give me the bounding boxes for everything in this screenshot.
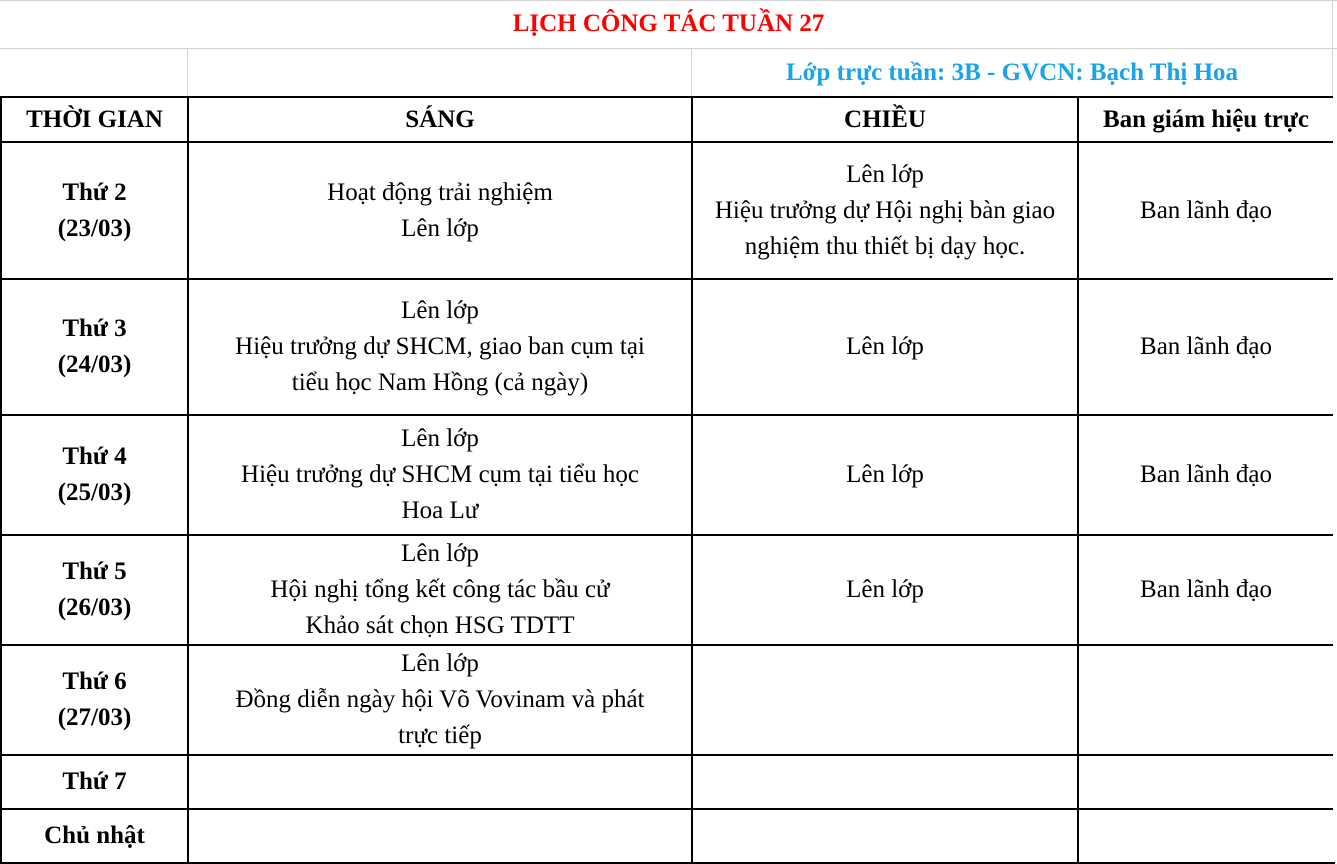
morning-cell: [188, 535, 692, 645]
morning-cell: [188, 755, 692, 809]
morning-cell-line: Lên lớp: [401, 425, 479, 452]
day-date: (26/03): [57, 594, 132, 621]
day-cell: [1, 415, 188, 535]
day-cell: [1, 645, 188, 755]
afternoon-cell: [692, 279, 1078, 415]
table-row: [1, 535, 1334, 645]
day-name: Thứ 7: [62, 768, 127, 795]
morning-cell-line: Khảo sát chọn HSG TDTT: [305, 612, 575, 639]
day-name: Thứ 4: [62, 443, 127, 470]
day-date: (23/03): [57, 214, 132, 242]
afternoon-cell-line: nghiệm thu thiết bị dạy học.: [744, 232, 1026, 260]
morning-cell: [188, 809, 692, 863]
morning-cell: [188, 142, 692, 279]
day-date: (24/03): [57, 351, 132, 378]
afternoon-cell-line: Lên lớp: [846, 160, 924, 188]
day-name: Thứ 2: [62, 178, 127, 206]
duty-class-subtitle: Lớp trực tuần: 3B - GVCN: Bạch Thị Hoa: [785, 59, 1239, 86]
afternoon-cell: [692, 535, 1078, 645]
table-row: [1, 809, 1334, 863]
morning-cell-line: Đồng diễn ngày hội Võ Vovinam và phát: [235, 686, 645, 713]
day-name: Thứ 3: [62, 315, 127, 342]
morning-cell-line: Lên lớp: [401, 297, 479, 324]
morning-cell-line: Hội nghị tổng kết công tác bầu cử: [270, 576, 610, 603]
duty-cell: Ban lãnh đạo: [1078, 415, 1334, 535]
header-time: THỜI GIAN: [1, 97, 188, 142]
duty-cell: Ban lãnh đạo: [1078, 142, 1334, 279]
day-name: Chủ nhật: [44, 822, 145, 849]
day-name: Thứ 6: [62, 668, 127, 695]
table-row: [1, 415, 1334, 535]
morning-cell-line: Hiệu trưởng dự SHCM cụm tại tiểu học: [241, 461, 639, 488]
afternoon-cell: [692, 645, 1078, 755]
afternoon-cell: [692, 809, 1078, 863]
table-row: [1, 142, 1334, 279]
morning-cell-line: Lên lớp: [401, 214, 479, 242]
table-row: [1, 755, 1334, 809]
day-name: Thứ 5: [62, 558, 127, 585]
header-afternoon: CHIỀU: [692, 97, 1078, 142]
morning-cell: [188, 645, 692, 755]
header-morning: SÁNG: [188, 97, 692, 142]
header-duty: Ban giám hiệu trực: [1078, 97, 1334, 142]
morning-cell-line: Hoa Lư: [401, 497, 479, 524]
morning-cell: [188, 415, 692, 535]
header-row: [1, 97, 1334, 142]
duty-cell: Ban lãnh đạo: [1078, 535, 1334, 645]
afternoon-cell-line: Lên lớp: [846, 333, 924, 360]
day-cell: [1, 279, 188, 415]
morning-cell-line: trực tiếp: [398, 722, 482, 749]
afternoon-cell-line: Lên lớp: [846, 461, 924, 488]
afternoon-cell: [692, 415, 1078, 535]
day-cell: [1, 535, 188, 645]
afternoon-cell-line: Hiệu trưởng dự Hội nghị bàn giao: [714, 196, 1056, 224]
page-title: LỊCH CÔNG TÁC TUẦN 27: [512, 10, 825, 37]
table-row: [1, 279, 1334, 415]
morning-cell-line: Lên lớp: [401, 650, 479, 677]
duty-cell: [1078, 645, 1334, 755]
day-date: (25/03): [57, 479, 132, 506]
table-row: [1, 645, 1334, 755]
morning-cell-line: Lên lớp: [401, 540, 479, 567]
weekly-schedule-table: [0, 96, 1335, 864]
day-cell: [1, 755, 188, 809]
day-cell: [1, 142, 188, 279]
right-edge: [1333, 96, 1337, 862]
duty-cell: [1078, 755, 1334, 809]
duty-cell: [1078, 809, 1334, 863]
day-cell: [1, 809, 188, 863]
morning-cell-line: Hiệu trưởng dự SHCM, giao ban cụm tại: [235, 333, 645, 360]
morning-cell: [188, 279, 692, 415]
duty-cell: Ban lãnh đạo: [1078, 279, 1334, 415]
morning-cell-line: Hoạt động trải nghiệm: [327, 178, 553, 206]
afternoon-cell: [692, 755, 1078, 809]
morning-cell-line: tiểu học Nam Hồng (cả ngày): [291, 369, 589, 396]
day-date: (27/03): [57, 704, 132, 731]
afternoon-cell-line: Lên lớp: [846, 576, 924, 603]
afternoon-cell: [692, 142, 1078, 279]
